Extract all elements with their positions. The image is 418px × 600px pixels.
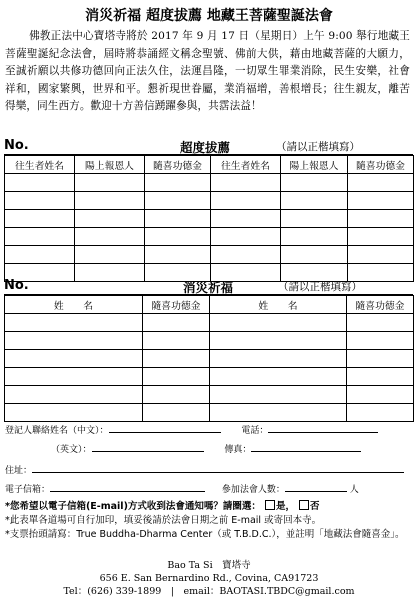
table-row (5, 314, 414, 332)
entry-cell[interactable] (143, 368, 210, 386)
phone-field[interactable] (268, 423, 378, 433)
entry-cell[interactable] (75, 210, 145, 228)
entry-cell[interactable] (347, 386, 414, 404)
entry-cell[interactable] (281, 192, 348, 210)
entry-cell[interactable] (5, 332, 143, 350)
entry-cell[interactable] (5, 246, 75, 264)
entry-cell[interactable] (143, 404, 210, 422)
table-row (5, 210, 414, 228)
section-number-label: No. (4, 138, 29, 153)
entry-cell[interactable] (211, 210, 281, 228)
note-email-question: *您希望以電子信箱(E-mail)方式收到法會通知嗎？請圈選： (5, 501, 261, 512)
column-header: 姓 名 (210, 296, 347, 314)
temple-name: Bao Ta Si 寶塔寺 (167, 560, 251, 571)
section-title: 消災祈福 (183, 280, 234, 295)
column-header: 姓 名 (5, 296, 143, 314)
table-row (5, 192, 414, 210)
entry-cell[interactable] (210, 350, 347, 368)
note-reprint: *此表單各道場可自行加印，填妥後請於法會日期之前 E-mail 或寄回本寺。 (5, 515, 322, 526)
entry-cell[interactable] (210, 332, 347, 350)
entry-cell[interactable] (143, 350, 210, 368)
entry-cell[interactable] (347, 350, 414, 368)
entry-cell[interactable] (281, 246, 348, 264)
yes-checkbox[interactable] (265, 500, 275, 510)
entry-cell[interactable] (5, 404, 143, 422)
entry-cell[interactable] (143, 386, 210, 404)
contact-name-zh-field[interactable] (109, 423, 221, 433)
entry-cell[interactable] (75, 174, 145, 192)
table-row (5, 332, 414, 350)
entry-cell[interactable] (348, 192, 414, 210)
table-header-row (5, 296, 414, 314)
email-label: 電子信箱： (5, 485, 51, 495)
phone-label: 電話： (241, 426, 269, 436)
no-label: 否 (310, 501, 320, 512)
column-header: 往生者姓名 (211, 156, 281, 174)
entry-cell[interactable] (143, 314, 210, 332)
table-row (5, 228, 414, 246)
entry-cell[interactable] (145, 174, 211, 192)
section-hint: （請以正楷填寫） (276, 141, 360, 153)
table-row (5, 350, 414, 368)
contact-name-zh-row (5, 423, 378, 436)
table-row (5, 368, 414, 386)
fax-field[interactable] (251, 442, 361, 452)
entry-cell[interactable] (347, 332, 414, 350)
column-header: 隨喜功德金 (145, 156, 211, 174)
page-title: 消災祈福 超度拔薦 地藏王菩薩聖誕法會 (85, 8, 333, 24)
entry-cell[interactable] (348, 246, 414, 264)
attendees-label: 參加法會人數： (221, 485, 285, 495)
contact-name-en-field[interactable] (92, 442, 204, 452)
no-checkbox[interactable] (299, 500, 309, 510)
entry-cell[interactable] (347, 368, 414, 386)
entry-cell[interactable] (347, 314, 414, 332)
entry-cell[interactable] (210, 386, 347, 404)
entry-cell[interactable] (211, 192, 281, 210)
table-row (5, 174, 414, 192)
contact-name-en-label: （英文）： (51, 445, 92, 455)
column-header: 隨喜功德金 (348, 156, 414, 174)
table-row (5, 386, 414, 404)
entry-cell[interactable] (5, 350, 143, 368)
entry-cell[interactable] (145, 210, 211, 228)
entry-cell[interactable] (143, 332, 210, 350)
email-field[interactable] (50, 482, 205, 492)
attendees-field[interactable] (285, 482, 347, 492)
temple-contact: Tel：(626) 339-1899 | email：BAOTASI.TBDC@gmail.com (63, 586, 355, 597)
entry-cell[interactable] (348, 210, 414, 228)
entry-cell[interactable] (5, 314, 143, 332)
entry-cell[interactable] (348, 174, 414, 192)
section-blessing-header (4, 278, 414, 294)
contact-name-zh-label: 登記人聯絡姓名（中文）： (5, 426, 109, 436)
entry-cell[interactable] (210, 404, 347, 422)
entry-cell[interactable] (281, 174, 348, 192)
blessing-table (4, 295, 414, 422)
section-deliverance-header (4, 138, 414, 154)
entry-cell[interactable] (211, 174, 281, 192)
entry-cell[interactable] (5, 368, 143, 386)
entry-cell[interactable] (211, 228, 281, 246)
entry-cell[interactable] (5, 174, 75, 192)
contact-name-en-row (5, 442, 361, 455)
email-row (5, 482, 359, 495)
column-header: 陽上報恩人 (281, 156, 348, 174)
entry-cell[interactable] (5, 210, 75, 228)
section-title: 超度拔薦 (180, 140, 231, 155)
column-header: 隨喜功德金 (143, 296, 210, 314)
entry-cell[interactable] (210, 314, 347, 332)
column-header: 隨喜功德金 (347, 296, 414, 314)
temple-address: 656 E. San Bernardino Rd., Covina, CA91723 (99, 573, 319, 584)
entry-cell[interactable] (145, 246, 211, 264)
entry-cell[interactable] (347, 404, 414, 422)
column-header: 陽上報恩人 (75, 156, 145, 174)
table-row (5, 246, 414, 264)
note-email-preference (5, 500, 413, 514)
entry-cell[interactable] (145, 192, 211, 210)
deliverance-table (4, 155, 414, 282)
column-header: 往生者姓名 (5, 156, 75, 174)
entry-cell[interactable] (281, 228, 348, 246)
yes-label: 是， (275, 501, 295, 512)
footer (0, 559, 418, 598)
entry-cell[interactable] (5, 228, 75, 246)
entry-cell[interactable] (5, 192, 75, 210)
address-row (5, 463, 404, 476)
entry-cell[interactable] (75, 228, 145, 246)
section-hint: （請以正楷填寫） (278, 281, 362, 293)
entry-cell[interactable] (281, 210, 348, 228)
entry-cell[interactable] (75, 192, 145, 210)
table-row (5, 404, 414, 422)
notes-block (5, 500, 413, 542)
entry-cell[interactable] (5, 386, 143, 404)
entry-cell[interactable] (211, 246, 281, 264)
table-header-row (5, 156, 414, 174)
entry-cell[interactable] (210, 368, 347, 386)
address-field[interactable] (32, 463, 404, 473)
entry-cell[interactable] (348, 228, 414, 246)
section-number-label: No. (4, 278, 29, 293)
attendees-unit: 人 (349, 485, 359, 495)
entry-cell[interactable] (145, 228, 211, 246)
note-check-payee: *支票抬頭請寫：True Buddha-Dharma Center（或 T.B.D.C.），並註明「地藏法會隨喜金」。 (5, 529, 405, 540)
intro-text: 佛教正法中心寶塔寺將於 2017 年 9 月 17 日（星期日）上午 9:00 舉行地藏王菩薩聖誕紀念法會，屆時將恭誦經文稱念聖號、佛前大供，藉由地藏菩薩的大願力，至誠祈願以共修功德回向正法久住，法運昌隆，一切眾生罪業消除，民生安樂，社會祥和，國家繁興，世界和平。懇祈現世眷屬，業消福增，善根增長；往生親友，離苦得樂，同生西方。歡迎十方善信踴躍參與，共霑法益！ (5, 30, 410, 112)
entry-cell[interactable] (75, 246, 145, 264)
fax-label: 傳真： (224, 445, 252, 455)
intro-paragraph (5, 28, 410, 116)
address-label: 住址： (5, 466, 33, 476)
